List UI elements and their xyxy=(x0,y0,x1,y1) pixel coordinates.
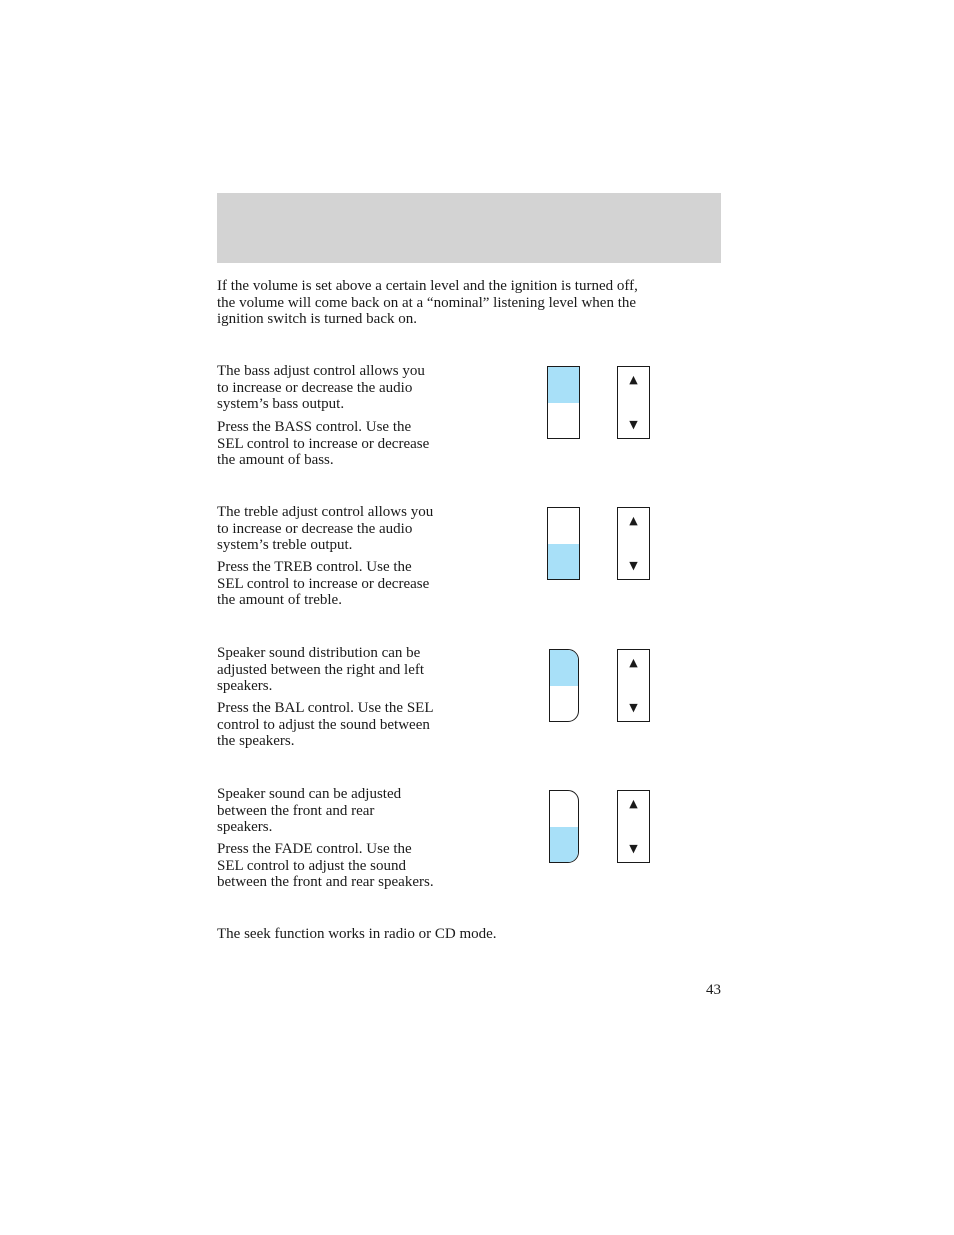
balance-description: Speaker sound distribution can be adjusted between the right and left speakers. xyxy=(217,645,425,694)
bass-instructions: Press the BASS control. Use the SEL control to increase or decrease the amount of bass. xyxy=(217,419,430,468)
arrow-up-icon[interactable]: ▲ xyxy=(629,656,638,669)
arrow-down-icon[interactable]: ▼ xyxy=(629,418,638,431)
arrow-down-icon[interactable]: ▼ xyxy=(629,842,638,855)
arrow-up-icon[interactable]: ▲ xyxy=(629,797,638,810)
arrow-up-icon[interactable]: ▲ xyxy=(629,514,638,527)
balance-instructions: Press the BAL control. Use the SEL control to adjust the sound between the speakers. xyxy=(217,700,434,749)
bass-description: The bass adjust control allows you to increase or decrease the audio system’s bass output. xyxy=(217,363,425,412)
section-header-band xyxy=(217,193,721,263)
arrow-up-icon[interactable]: ▲ xyxy=(629,373,638,386)
treble-level-fill xyxy=(548,544,579,580)
fade-level-indicator xyxy=(549,790,579,863)
page-number: 43 xyxy=(706,982,721,998)
arrow-down-icon[interactable]: ▼ xyxy=(629,559,638,572)
balance-sel-control xyxy=(617,649,650,722)
intro-paragraph: If the volume is set above a certain level and the ignition is turned off, the volume will come back on at a “nominal” listening level when the ignition switch is turned back on. xyxy=(217,278,638,327)
fade-description: Speaker sound can be adjusted between the front and rear speakers. xyxy=(217,786,402,835)
balance-level-indicator xyxy=(549,649,579,722)
bass-level-indicator xyxy=(547,366,580,439)
seek-paragraph: The seek function works in radio or CD mode. xyxy=(217,926,497,942)
fade-level-fill xyxy=(550,827,578,863)
treble-instructions: Press the TREB control. Use the SEL control to increase or decrease the amount of treble. xyxy=(217,559,430,608)
fade-instructions: Press the FADE control. Use the SEL control to adjust the sound between the front and rear speakers. xyxy=(217,841,434,890)
arrow-down-icon[interactable]: ▼ xyxy=(629,701,638,714)
treble-description: The treble adjust control allows you to increase or decrease the audio system’s treble output. xyxy=(217,504,434,553)
bass-sel-control xyxy=(617,366,650,439)
balance-level-fill xyxy=(550,650,578,686)
treble-sel-control xyxy=(617,507,650,580)
bass-level-fill xyxy=(548,367,579,403)
treble-level-indicator xyxy=(547,507,580,580)
fade-sel-control xyxy=(617,790,650,863)
